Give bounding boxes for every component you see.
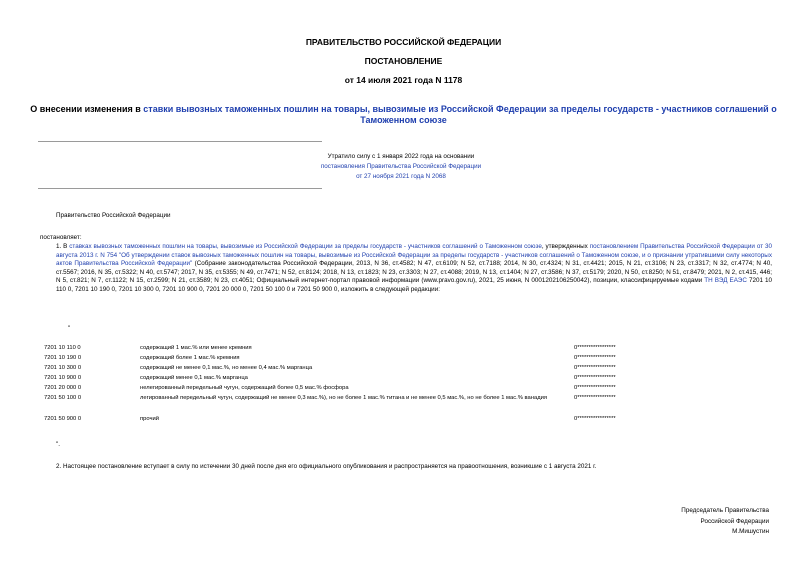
p1-end: 7201 10 110 0, 7201 10 190 0, 7201 10 300 0, 7201 10 900 0, 7201 20 000 0, 7201 50 100 0 и 7201 50 900 0, изложить в следующей редакции: bbox=[56, 277, 773, 293]
code-cell: 7201 50 900 0 bbox=[44, 416, 82, 422]
signature-title: Председатель Правительства bbox=[681, 507, 769, 514]
status-note-link-date[interactable]: от 27 ноября 2021 года N 2068 bbox=[356, 173, 446, 180]
p1-mid2: (Собрание законодательства Российской Федерации, 2013, N 36, ст.4582; N 47, ст.6109; N 52, ст.7188; 2014, N 30, ст.4324; N 31, ст.4421; 2015, N 21, ст.3106; N 23, ст.3317; N 32, ст.4774; N 40, ст.5567; 2016, N 35, ст.5322; N 40, ст.5747; 2017, N 35, ст.5355; N 49, ст.7471; N 52, ст.8124; 2018, N 13, ст.1823; N 23, ст.3303; N 27, ст.4088; 2019, N 13, ст.1404; N 27, ст.3586; N 37, ст.5179; 2020, N 50, ст.8250; N 51, ст.8479; 2021, N 2, ст.415, 446; N 5, ст.821; N 7, ст.1122; N 15, ст.2599; N 21, ст.3589; N 23, ст.4051; Официальный интернет-портал правовой информации (www.pravo.gov.ru), 2021, 25 июня, N 0001202106250042), позиции, классифицируемые кодами bbox=[56, 260, 772, 285]
code-cell: 7201 20 000 0 bbox=[44, 385, 82, 391]
rate-cell: 0***************** bbox=[574, 355, 616, 361]
rate-cell: 0***************** bbox=[574, 365, 616, 371]
description-cell: нелегированный передельный чугун, содержащий более 0,5 мас.% фосфора bbox=[140, 385, 349, 391]
document-type: ПОСТАНОВЛЕНИЕ bbox=[364, 56, 443, 66]
description-cell: содержащий более 1 мас.% кремния bbox=[140, 355, 240, 361]
table-row bbox=[44, 375, 670, 385]
divider-top bbox=[38, 141, 322, 142]
description-cell: содержащий менее 0,1 мас.% марганца bbox=[140, 375, 248, 381]
open-quote: " bbox=[68, 325, 71, 332]
p1-link-rates[interactable]: ставках вывозных таможенных пошлин на товары, вывозимые из Российской Федерации за пределы государств - участников соглашений о Таможенном союзе bbox=[69, 243, 542, 250]
table-row bbox=[44, 416, 670, 426]
p1-link-decree-754[interactable]: постановлением Правительства Российской Федерации от 30 августа 2013 г. N 754 "Об утверждении ставок вывозных таможенных пошлин на товары, вывозимые из Российской Федерации за пределы государств - участников соглашений о Таможенном союзе, и о признании утратившими силу некоторых актов Правительства Российской Федерации" bbox=[56, 243, 772, 268]
description-cell: содержащий не менее 0,1 мас.%, но менее 0,4 мас.% марганца bbox=[140, 365, 313, 371]
description-cell: прочий bbox=[140, 416, 159, 422]
table-row bbox=[44, 355, 670, 365]
code-cell: 7201 10 900 0 bbox=[44, 375, 82, 381]
code-cell: 7201 10 190 0 bbox=[44, 355, 82, 361]
paragraph-1 bbox=[56, 243, 772, 295]
decree-word: постановляет: bbox=[40, 234, 82, 241]
status-note-line1: Утратило силу с 1 января 2022 года на основании bbox=[327, 153, 475, 160]
signature-country: Российской Федерации bbox=[700, 517, 769, 525]
rate-cell: 0***************** bbox=[574, 416, 616, 422]
rate-cell: 0***************** bbox=[574, 375, 616, 381]
code-cell: 7201 10 110 0 bbox=[44, 345, 81, 351]
table-row bbox=[44, 345, 670, 355]
p1-start: 1. В bbox=[56, 243, 70, 250]
document-date-number: от 14 июля 2021 года N 1178 bbox=[344, 75, 463, 85]
rate-cell: 0***************** bbox=[574, 345, 616, 351]
title-link[interactable]: ставки вывозных таможенных пошлин на товары, вывозимые из Российской Федерации за пределы государств - участников соглашений о Таможенном союзе bbox=[143, 104, 777, 125]
p1-link-tnved[interactable]: ТН ВЭД ЕАЭС bbox=[704, 277, 747, 285]
document-title bbox=[30, 104, 777, 126]
table-row bbox=[44, 395, 670, 416]
rates-table bbox=[44, 345, 670, 426]
status-note-link-decree[interactable]: постановления Правительства Российской Федерации bbox=[320, 163, 482, 170]
table-row bbox=[44, 365, 670, 375]
close-quote: ". bbox=[56, 441, 60, 448]
title-prefix: О внесении изменения в bbox=[30, 104, 144, 114]
rate-cell: 0***************** bbox=[574, 395, 616, 401]
paragraph-2: 2. Настоящее постановление вступает в силу по истечении 30 дней после дня его официального опубликования и распространяется на правоотношения, возникшие с 1 августа 2021 г. bbox=[56, 463, 597, 470]
signature-name: М.Мишустин bbox=[732, 528, 769, 535]
government-name: Правительство Российской Федерации bbox=[56, 212, 171, 219]
rate-cell: 0***************** bbox=[574, 385, 616, 391]
code-cell: 7201 50 100 0 bbox=[44, 395, 82, 401]
table-row bbox=[44, 385, 670, 395]
description-cell: легированный передельный чугун, содержащий не менее 0,3 мас.%), но не более 1 мас.% титана и не менее 0,5 мас.%, но не более 1 мас.% ванадия bbox=[140, 395, 547, 401]
description-cell: содержащий 1 мас.% или менее кремния bbox=[140, 345, 252, 351]
status-note bbox=[270, 152, 532, 182]
government-header: ПРАВИТЕЛЬСТВО РОССИЙСКОЙ ФЕДЕРАЦИИ bbox=[305, 37, 502, 47]
divider-bottom bbox=[38, 188, 322, 189]
code-cell: 7201 10 300 0 bbox=[44, 365, 82, 371]
signature-block bbox=[681, 506, 769, 538]
p1-mid1: , утвержденных bbox=[541, 243, 590, 250]
